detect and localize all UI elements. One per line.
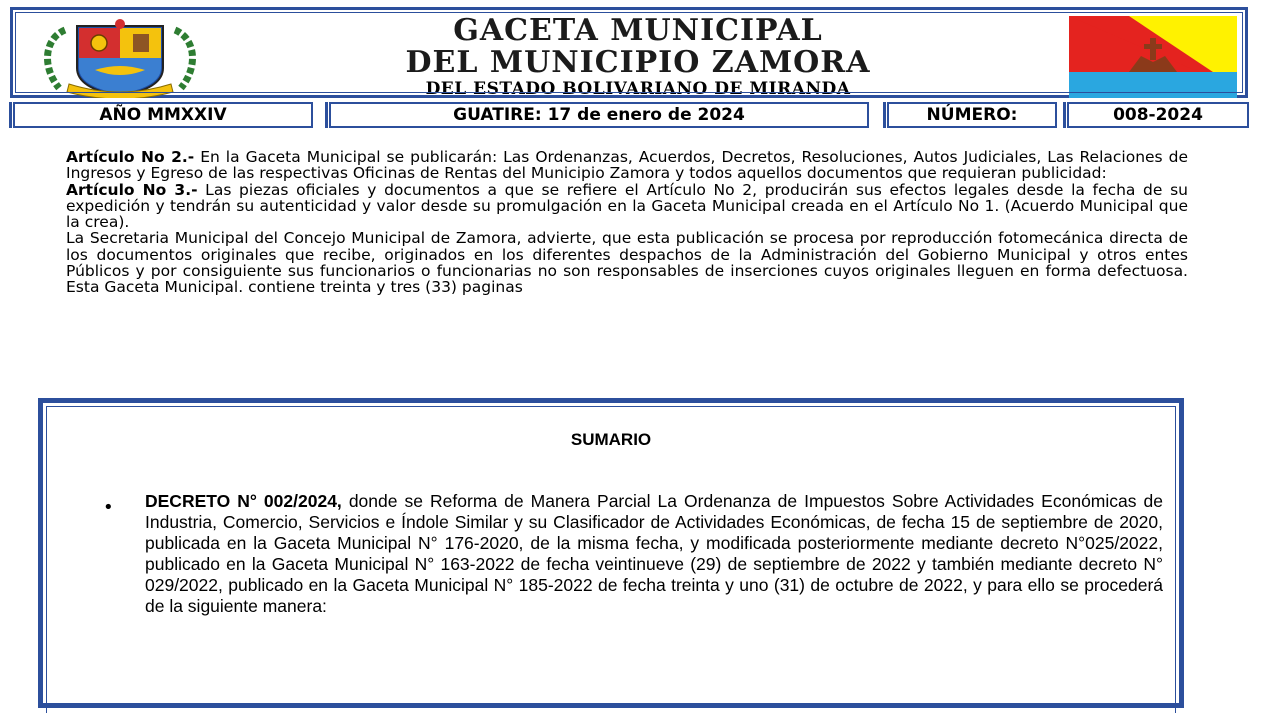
gazette-masthead	[10, 7, 1248, 98]
municipal-coat-of-arms-icon	[35, 18, 205, 98]
article-2-label: Artículo No 2.-	[66, 148, 195, 166]
issue-year: AÑO MMXXIV	[13, 102, 313, 128]
title-line-1: GACETA MUNICIPAL	[453, 13, 823, 48]
legal-preamble	[66, 149, 1188, 296]
article-3-text: Las piezas oficiales y documentos a que se refiere el Artículo No 2, producirán sus efectos legales desde la fecha de su expedición y tendrán su autenticidad y valor desde su promulgación en la Gaceta Municipal creada en el Artículo No 1. (Acuerdo Municipal que la crea).	[66, 180, 1188, 232]
issue-number-label: NÚMERO:	[887, 102, 1057, 128]
publication-notice: La Secretaria Municipal del Concejo Municipal de Zamora, advierte, que esta publicación se procesa por reproducción fotomecánica directa de los documentos originales que recibe, originados en los diferentes despachos de la Administración del Gobierno Municipal y otros entes Públicos y por consiguiente sus funcionarios o funcionarias no son responsables de inserciones cuyos originales lleguen en forma defectuosa. Esta Gaceta Municipal. contiene treinta y tres (33) paginas	[66, 229, 1188, 297]
article-3-label: Artículo No 3.-	[66, 180, 198, 199]
bullet-icon: •	[103, 497, 114, 518]
article-2-paragraph	[66, 149, 1188, 182]
gazette-title	[243, 13, 1033, 99]
municipal-flag-icon	[1069, 16, 1237, 98]
summary-title: SUMARIO	[570, 430, 652, 449]
article-3-paragraph	[66, 182, 1188, 231]
decree-text: donde se Reforma de Manera Parcial La Ordenanza de Impuestos Sobre Actividades Económicas de Industria, Comercio, Servicios e Índole Similar y su Clasificador de Actividades Económicas, de fecha 15 de septiembre de 2020, publicada en la Gaceta Municipal N° 176-2020, de la misma fecha, y modificada posteriormente mediante decreto N°025/2022, publicado en la Gaceta Municipal N° 163-2022 de fecha veintinueve (29) de septiembre de 2022 y también mediante decreto N° 029/2022, publicado en la Gaceta Municipal N° 185-2022 de fecha treinta y uno (31) de octubre de 2022, y para ello se procederá de la siguiente manera:	[145, 491, 1163, 616]
title-line-3: DEL ESTADO BOLIVARIANO DE MIRANDA	[425, 79, 851, 99]
summary-item-decree	[145, 491, 1163, 616]
decree-label: DECRETO N° 002/2024,	[145, 491, 342, 511]
summary-box	[38, 398, 1184, 708]
title-line-2: DEL MUNICIPIO ZAMORA	[405, 45, 871, 80]
article-2-text: En la Gaceta Municipal se publicarán: Las Ordenanzas, Acuerdos, Decretos, Resoluciones, Autos Judiciales, Las Relaciones de Ingresos y Egreso de las respectivas Oficinas de Rentas del Municipio Zamora y todos aquellos documentos que requieran publicidad:	[66, 148, 1188, 183]
issue-place-date: GUATIRE: 17 de enero de 2024	[329, 102, 869, 128]
issue-info-bar	[7, 102, 1257, 130]
issue-number-value: 008-2024	[1067, 102, 1249, 128]
